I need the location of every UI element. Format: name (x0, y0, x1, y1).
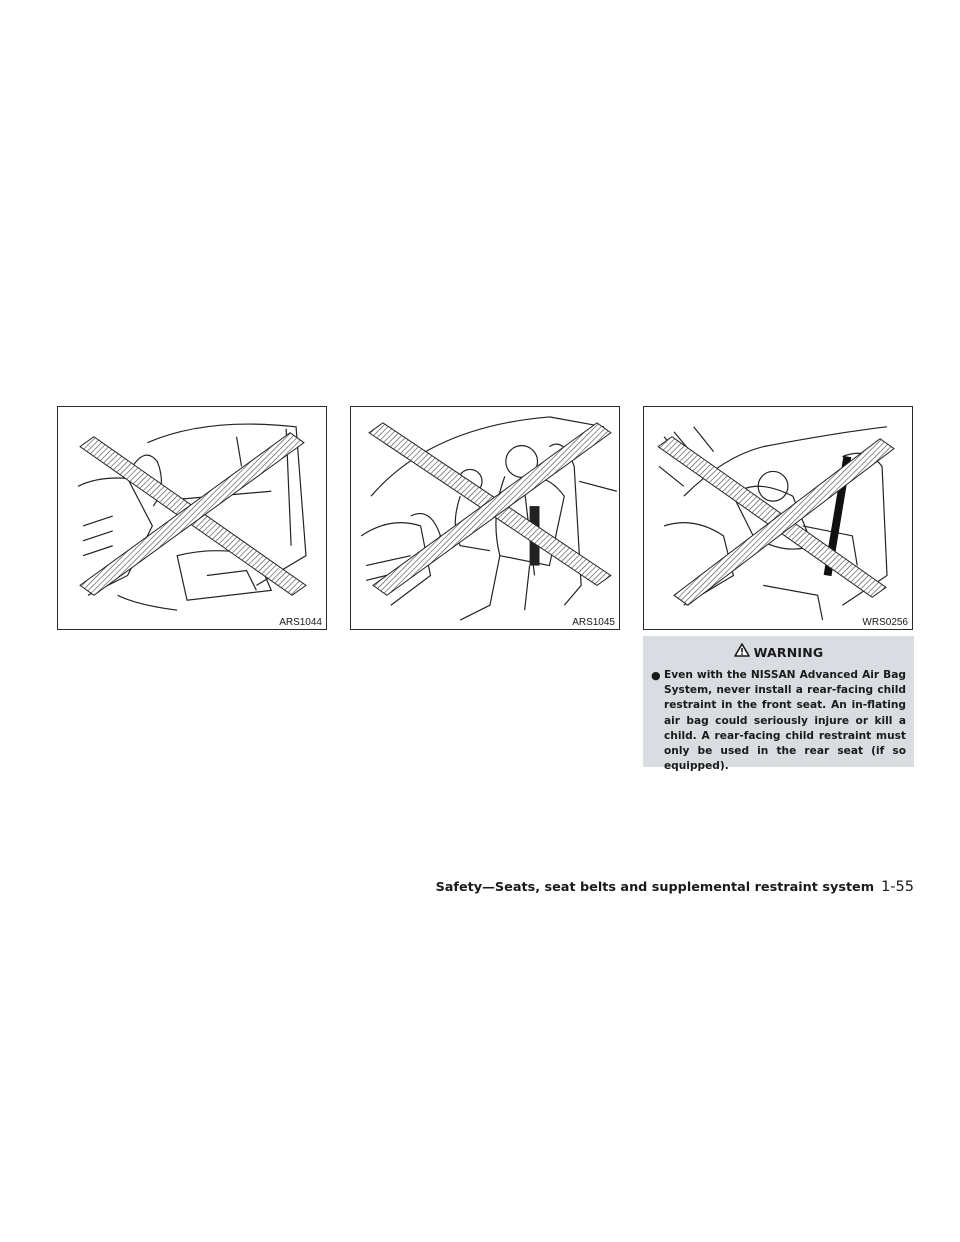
bullet-icon: ● (651, 669, 661, 682)
page-footer (330, 879, 914, 895)
illustration-airbag-rear-facing (644, 407, 912, 629)
warning-list-item (651, 668, 906, 774)
page-number: 1-55 (881, 879, 914, 895)
warning-title: WARNING (753, 644, 824, 660)
illustration-rear-facing-seat-front (58, 407, 326, 629)
warning-triangle-icon (734, 643, 750, 662)
warning-box (643, 636, 914, 773)
figure-code: ARS1045 (572, 617, 615, 628)
warning-header (651, 642, 906, 662)
figure-code: ARS1044 (279, 617, 322, 628)
figure-wrs0256 (643, 406, 913, 630)
figure-ars1045 (350, 406, 620, 630)
warning-text: Even with the NISSAN Advanced Air Bag System, never install a rear-facing child restraint in the front seat. An in-flating air bag could seriously injure or kill a child. A rear-facing child restraint must only be used in the rear seat (if so equipped). (664, 669, 906, 773)
figure-ars1044 (57, 406, 327, 630)
figure-code: WRS0256 (862, 617, 908, 628)
illustration-child-on-lap (351, 407, 619, 629)
section-title: Safety—Seats, seat belts and supplemental restraint system (435, 880, 875, 895)
